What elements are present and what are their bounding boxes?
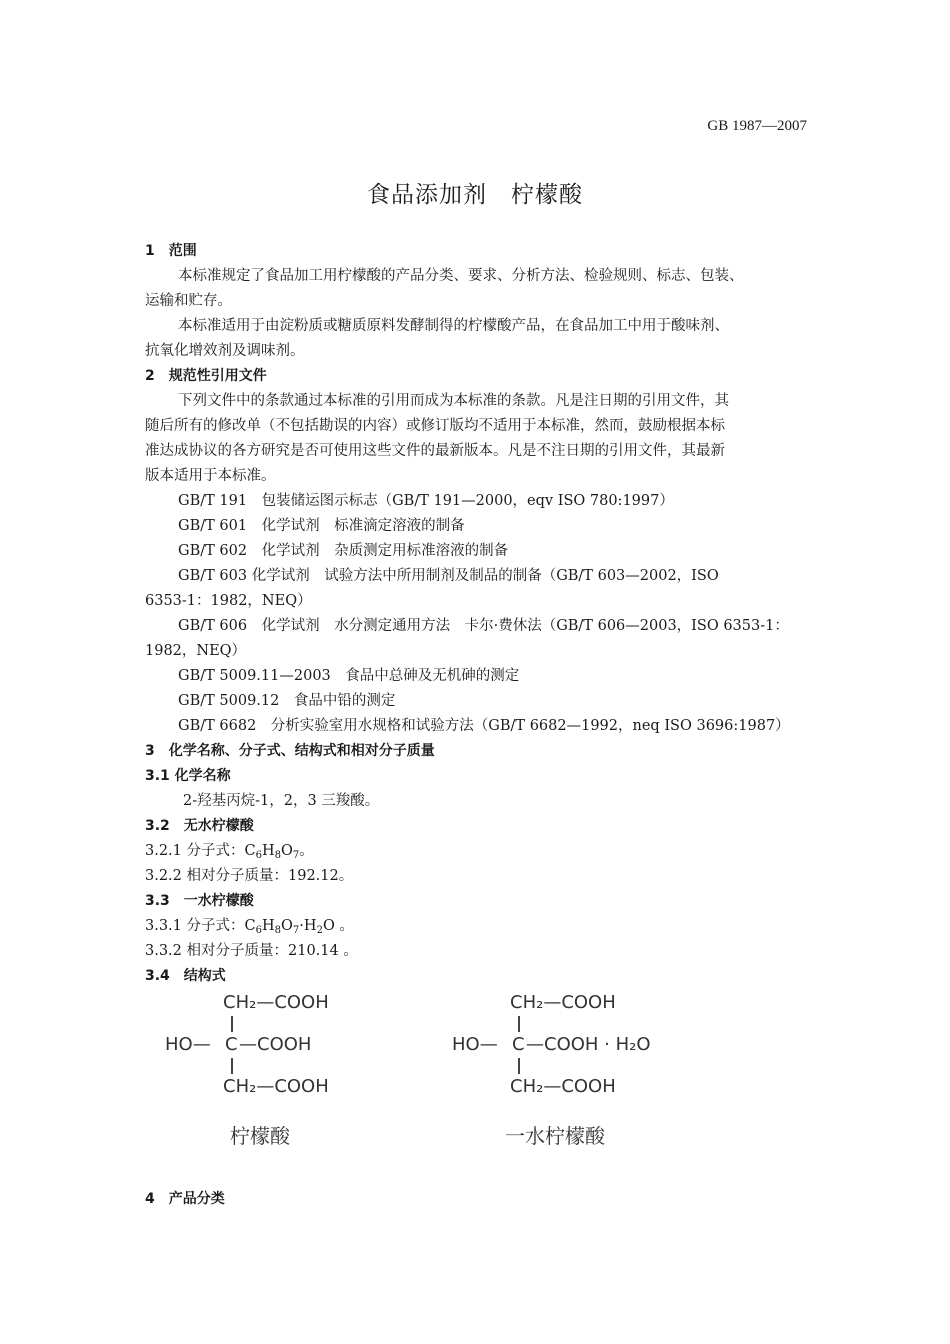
structure-anhydrous-citric-acid [165,992,405,1112]
formula-oxygen: O [281,843,293,859]
structure-middle-group: —COOH · H₂O [526,1034,651,1055]
section-3-1-heading: 3.1 化学名称 [145,768,231,784]
section-3-3-heading: 3.3 一水柠檬酸 [145,893,254,909]
reference-gbt-191: GB/T 191 包装储运图示标志（GB/T 191—2000，eqv ISO 780:1997） [178,493,674,509]
document-body [145,239,810,989]
structure-hydroxyl: HO— [165,1034,211,1055]
section-3-3-1-formula [145,914,810,939]
structure-top-group: CH₂—COOH [223,992,329,1013]
bond-line-bottom [231,1058,233,1074]
section-3-heading: 3 化学名称、分子式、结构式和相对分子质量 [145,743,435,759]
formula-end: 。 [334,918,354,934]
document-title: 食品添加剂 柠檬酸 [367,182,583,208]
caption-citric-acid: 柠檬酸 [230,1124,290,1148]
formula-oxygen-count: 7 [292,925,300,936]
section-3-2-1-formula [145,839,810,864]
formula-hydrate-dot: · [299,918,304,934]
reference-gbt-5009-11: GB/T 5009.11—2003 食品中总砷及无机砷的测定 [178,668,520,684]
reference-gbt-603-line-2: 6353-1：1982，NEQ） [145,593,312,609]
standard-code: GB 1987—2007 [707,118,807,134]
formula-water-hydrogen: H [303,918,317,934]
caption-citric-acid-monohydrate: 一水柠檬酸 [505,1124,605,1148]
formula-hydrogen-count: 8 [274,850,282,861]
reference-gbt-601: GB/T 601 化学试剂 标准滴定溶液的制备 [178,518,465,534]
structure-central-carbon: C [225,1034,238,1055]
section-4-heading: 4 产品分类 [145,1191,225,1207]
formula-water-hydrogen-count: 2 [316,925,323,936]
reference-gbt-5009-12: GB/T 5009.12 食品中铅的测定 [178,693,396,709]
structure-bottom-group: CH₂—COOH [510,1076,616,1097]
structure-citric-acid-monohydrate [452,992,712,1112]
reference-gbt-6682: GB/T 6682 分析实验室用水规格和试验方法（GB/T 6682—1992，neq ISO 3696:1987） [178,718,790,734]
section-2-intro-line-4: 版本适用于本标准。 [145,468,276,484]
chemical-name: 2-羟基丙烷-1，2，3 三羧酸。 [183,793,380,809]
formula-hydrogen: H [262,843,275,859]
formula-end: 。 [299,843,314,859]
section-2-intro-line-2: 随后所有的修改单（不包括勘误的内容）或修订版均不适用于本标准，然而，鼓励根据本标 [145,418,725,434]
structure-middle-group: —COOH [239,1034,312,1055]
structure-hydroxyl: HO— [452,1034,498,1055]
formula-carbon: C [244,918,256,934]
section-3-3-2-molar-mass: 3.3.2 相对分子质量：210.14 。 [145,943,358,959]
formula-label: 3.2.1 分子式： [145,843,245,859]
formula-oxygen: O [281,918,293,934]
bond-line-top [231,1016,233,1032]
formula-carbon-count: 6 [255,850,262,861]
section-1-paragraph-1-line-1: 本标准规定了食品加工用柠檬酸的产品分类、要求、分析方法、检验规则、标志、包装、 [178,268,744,284]
structure-top-group: CH₂—COOH [510,992,616,1013]
bond-line-bottom [518,1058,520,1074]
section-2-heading: 2 规范性引用文件 [145,368,267,384]
formula-oxygen-count: 7 [292,850,300,861]
section-3-4-heading: 3.4 结构式 [145,968,226,984]
formula-carbon-count: 6 [255,925,262,936]
reference-gbt-606-line-1: GB/T 606 化学试剂 水分测定通用方法 卡尔·费休法（GB/T 606—2003，ISO 6353-1： [178,618,789,634]
formula-hydrogen-count: 8 [274,925,282,936]
section-2-intro-line-3: 准达成协议的各方研究是否可使用这些文件的最新版本。凡是不注日期的引用文件，其最新 [145,443,725,459]
section-3-2-2-molar-mass: 3.2.2 相对分子质量：192.12。 [145,868,354,884]
formula-label: 3.3.1 分子式： [145,918,245,934]
reference-gbt-606-line-2: 1982，NEQ） [145,643,247,659]
section-1-paragraph-2-line-2: 抗氧化增效剂及调味剂。 [145,343,305,359]
section-2-intro-line-1: 下列文件中的条款通过本标准的引用而成为本标准的条款。凡是注日期的引用文件，其 [178,393,729,409]
formula-water-oxygen: O [322,918,335,934]
formula-hydrogen: H [262,918,275,934]
section-3-2-heading: 3.2 无水柠檬酸 [145,818,254,834]
section-1-heading: 1 范围 [145,243,197,259]
structure-bottom-group: CH₂—COOH [223,1076,329,1097]
reference-gbt-602: GB/T 602 化学试剂 杂质测定用标准溶液的制备 [178,543,509,559]
bond-line-top [518,1016,520,1032]
structure-central-carbon: C [512,1034,525,1055]
section-1-paragraph-2-line-1: 本标准适用于由淀粉质或糖质原料发酵制得的柠檬酸产品，在食品加工中用于酸味剂、 [178,318,729,334]
reference-gbt-603-line-1: GB/T 603 化学试剂 试验方法中所用制剂及制品的制备（GB/T 603—2002，ISO [178,568,719,584]
section-1-paragraph-1-line-2: 运输和贮存。 [145,293,232,309]
formula-carbon: C [244,843,256,859]
